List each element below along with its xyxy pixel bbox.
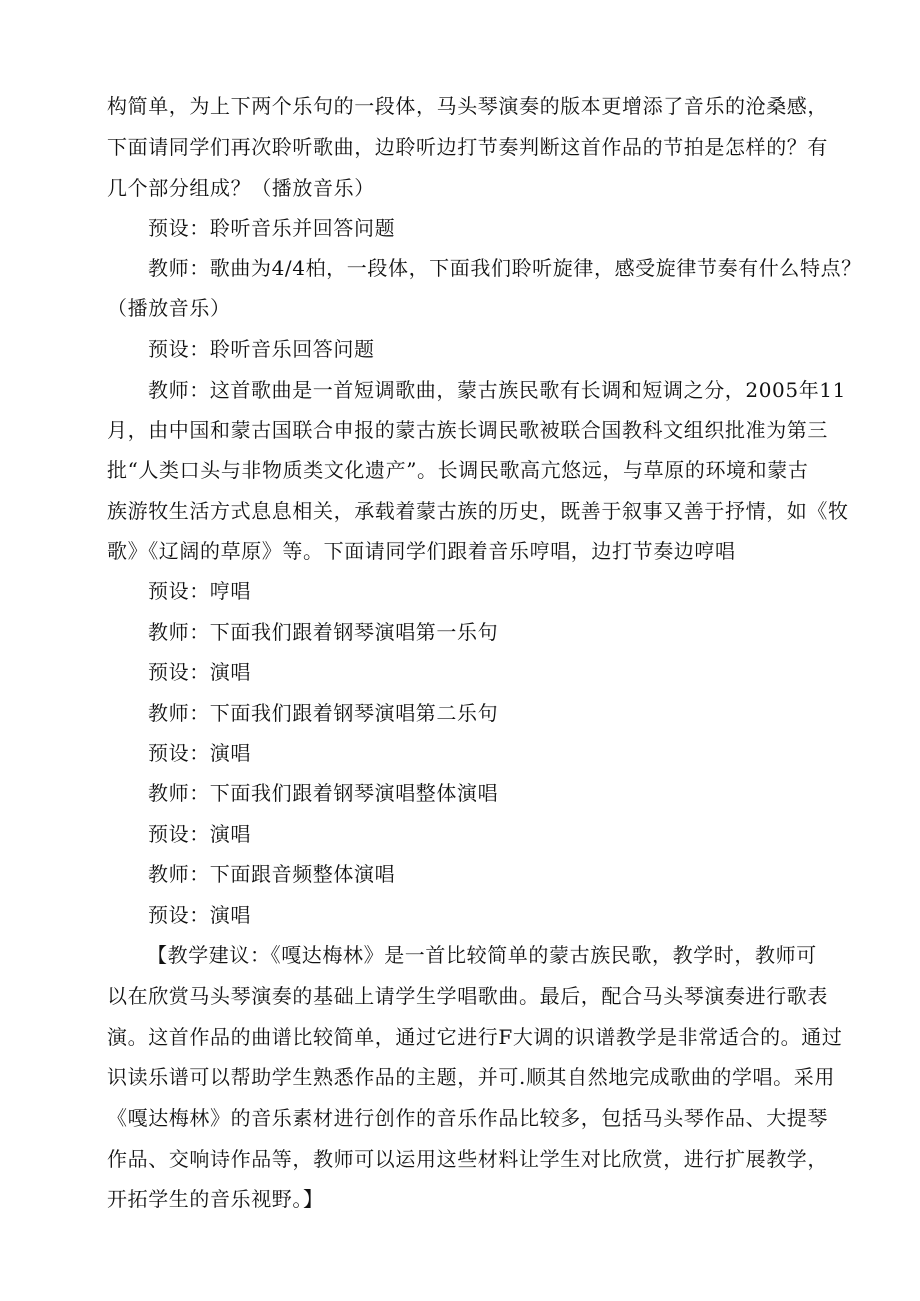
- teacher-line-continued: 族游牧生活方式息息相关，承载着蒙古族的历史，既善于叙事又善于抒情，如《牧: [107, 499, 849, 523]
- teaching-suggestion-line-1: 【教学建议：《嘎达梅林》是一首比较简单的蒙古族民歌，教学时，教师可: [147, 943, 817, 967]
- preset-line: 预设：哼唱: [148, 579, 251, 603]
- teacher-line-continued: 批“人类口头与非物质类文化遗产”。长调民歌高亢悠远，与草原的环境和蒙古: [107, 458, 809, 482]
- intro-line-1: 构简单，为上下两个乐句的一段体，马头琴演奏的版本更增添了音乐的沧桑感，: [107, 94, 828, 118]
- preset-line: 预设：聆听音乐回答问题: [148, 337, 375, 361]
- teaching-suggestion-line-5: 《嘎达梅林》的音乐素材进行创作的音乐作品比较多，包括马头琴作品、大提琴: [107, 1106, 828, 1130]
- teacher-line-continued: 月，由中国和蒙古国联合申报的蒙古族长调民歌被联合国教科文组织批准为第三: [107, 418, 828, 442]
- teaching-suggestion-line-3: 演。这首作品的曲谱比较简单，通过它进行F大调的识谱教学是非常适合的。通过: [107, 1025, 843, 1049]
- intro-line-2: 下面请同学们再次聆听歌曲，边聆听边打节奏判断这首作品的节拍是怎样的？有: [107, 135, 828, 159]
- preset-line: 预设：演唱: [148, 903, 251, 927]
- preset-line: 预设：聆听音乐并回答问题: [148, 216, 396, 240]
- teaching-suggestion-line-2: 以在欣赏马头琴演奏的基础上请学生学唱歌曲。最后，配合马头琴演奏进行歌表: [107, 984, 828, 1008]
- teacher-line: 教师：下面我们跟着钢琴演唱整体演唱: [148, 781, 499, 805]
- teaching-suggestion-line-7: 开拓学生的音乐视野。】: [107, 1187, 324, 1211]
- teaching-suggestion-line-6: 作品、交响诗作品等，教师可以运用这些材料让学生对比欣赏，进行扩展教学，: [107, 1147, 828, 1171]
- preset-line: 预设：演唱: [148, 660, 251, 684]
- teacher-line-continued: 歌》《辽阔的草原》等。下面请同学们跟着音乐哼唱，边打节奏边哼唱: [107, 539, 736, 563]
- teacher-line: 教师：下面跟音频整体演唱: [148, 862, 396, 886]
- preset-line: 预设：演唱: [148, 822, 251, 846]
- teacher-line: 教师：下面我们跟着钢琴演唱第一乐句: [148, 620, 499, 644]
- intro-line-3: 几个部分组成？（播放音乐）: [107, 176, 375, 200]
- teaching-suggestion-line-4: 识读乐谱可以帮助学生熟悉作品的主题，并可.顺其自然地完成歌曲的学唱。采用: [107, 1065, 835, 1089]
- teacher-line: 教师：下面我们跟着钢琴演唱第二乐句: [148, 701, 499, 725]
- preset-line: 预设：演唱: [148, 741, 251, 765]
- teacher-line: 教师：这首歌曲是一首短调歌曲，蒙古族民歌有长调和短调之分，2005年11: [148, 378, 846, 402]
- teacher-line-continued: （播放音乐）: [107, 296, 231, 320]
- teacher-line: 教师：歌曲为4/4柏，一段体，下面我们聆听旋律，感受旋律节奏有什么特点？: [148, 256, 862, 280]
